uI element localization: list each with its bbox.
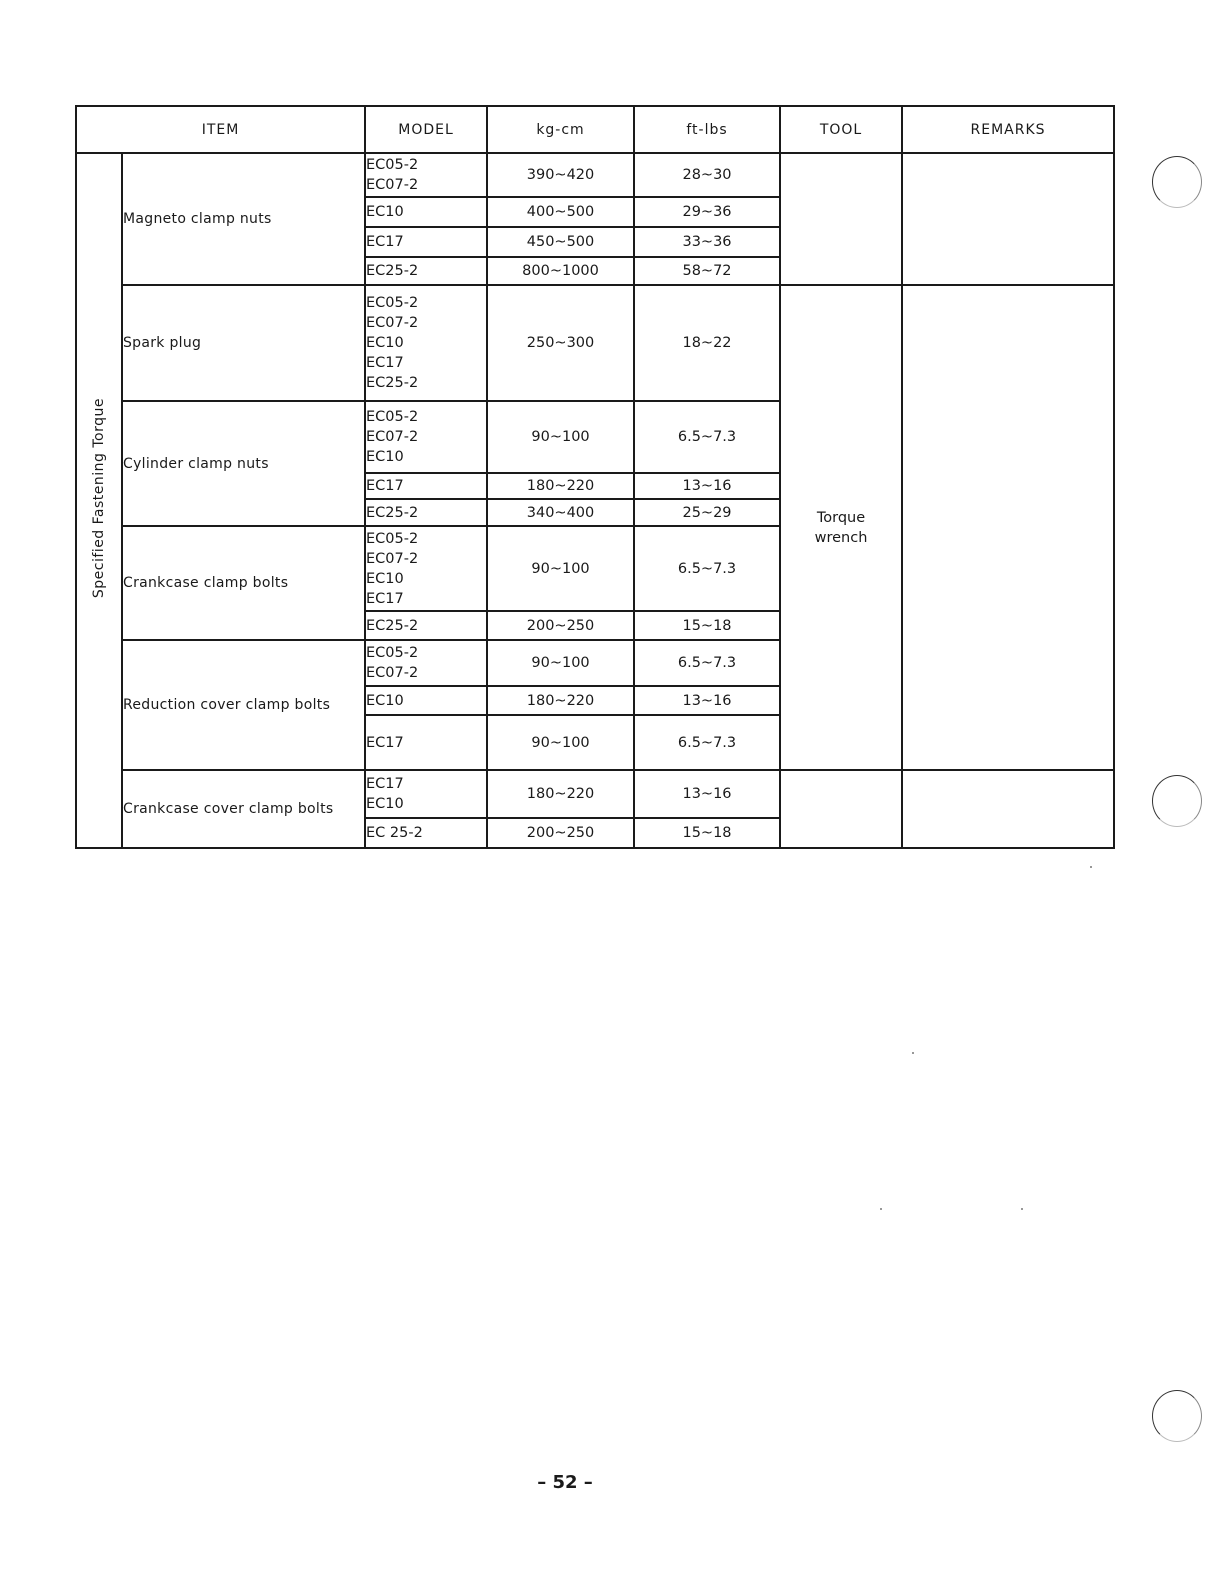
table-row xyxy=(76,153,1114,197)
ft-lbs-cell: 6.5~7.3 xyxy=(634,526,780,611)
model-cell: EC10 xyxy=(365,197,487,227)
model-cell: EC17 xyxy=(365,473,487,499)
ft-lbs-cell: 13~16 xyxy=(634,686,780,715)
kg-cm-cell: 180~220 xyxy=(487,686,634,715)
remarks-cell xyxy=(902,153,1114,285)
kg-cm-cell: 90~100 xyxy=(487,401,634,473)
ft-lbs-cell: 15~18 xyxy=(634,611,780,640)
page-number: – 52 – xyxy=(537,1472,593,1493)
tool-cell-empty xyxy=(780,153,902,285)
model-cell: EC17 xyxy=(365,227,487,257)
header-row xyxy=(76,106,1114,153)
tool-cell-empty xyxy=(780,770,902,848)
ft-lbs-cell: 18~22 xyxy=(634,285,780,401)
ft-lbs-cell: 6.5~7.3 xyxy=(634,715,780,770)
tool-cell: Torque wrench xyxy=(780,285,902,770)
header-kg-cm: kg-cm xyxy=(487,106,634,153)
item-cell: Magneto clamp nuts xyxy=(122,153,365,285)
table-row xyxy=(76,770,1114,818)
kg-cm-cell: 250~300 xyxy=(487,285,634,401)
side-label-cell xyxy=(76,153,122,848)
remarks-cell xyxy=(902,770,1114,848)
header-model: MODEL xyxy=(365,106,487,153)
model-cell: EC25-2 xyxy=(365,499,487,526)
header-item: ITEM xyxy=(76,106,365,153)
scan-speck xyxy=(880,1208,882,1210)
punch-hole-top xyxy=(1152,156,1202,208)
ft-lbs-cell: 13~16 xyxy=(634,473,780,499)
model-cell: EC10 xyxy=(365,686,487,715)
ft-lbs-cell: 13~16 xyxy=(634,770,780,818)
kg-cm-cell: 180~220 xyxy=(487,473,634,499)
model-cell: EC05-2 EC07-2 xyxy=(365,153,487,197)
kg-cm-cell: 90~100 xyxy=(487,526,634,611)
ft-lbs-cell: 6.5~7.3 xyxy=(634,640,780,686)
header-ft-lbs: ft-lbs xyxy=(634,106,780,153)
kg-cm-cell: 200~250 xyxy=(487,611,634,640)
kg-cm-cell: 180~220 xyxy=(487,770,634,818)
ft-lbs-cell: 25~29 xyxy=(634,499,780,526)
kg-cm-cell: 200~250 xyxy=(487,818,634,848)
ft-lbs-cell: 33~36 xyxy=(634,227,780,257)
model-cell: EC 25-2 xyxy=(365,818,487,848)
kg-cm-cell: 390~420 xyxy=(487,153,634,197)
kg-cm-cell: 340~400 xyxy=(487,499,634,526)
model-cell: EC05-2 EC07-2 EC10 xyxy=(365,401,487,473)
kg-cm-cell: 800~1000 xyxy=(487,257,634,285)
remarks-cell xyxy=(902,285,1114,770)
kg-cm-cell: 90~100 xyxy=(487,715,634,770)
model-cell: EC25-2 xyxy=(365,611,487,640)
ft-lbs-cell: 58~72 xyxy=(634,257,780,285)
kg-cm-cell: 450~500 xyxy=(487,227,634,257)
punch-hole-bottom xyxy=(1152,1390,1202,1442)
item-cell: Crankcase cover clamp bolts xyxy=(122,770,365,848)
ft-lbs-cell: 28~30 xyxy=(634,153,780,197)
ft-lbs-cell: 29~36 xyxy=(634,197,780,227)
kg-cm-cell: 400~500 xyxy=(487,197,634,227)
model-cell: EC05-2 EC07-2 EC10 EC17 xyxy=(365,526,487,611)
model-cell: EC17 EC10 xyxy=(365,770,487,818)
kg-cm-cell: 90~100 xyxy=(487,640,634,686)
scan-speck xyxy=(1021,1208,1023,1210)
punch-hole-middle xyxy=(1152,775,1202,827)
header-remarks: REMARKS xyxy=(902,106,1114,153)
ft-lbs-cell: 6.5~7.3 xyxy=(634,401,780,473)
item-cell: Reduction cover clamp bolts xyxy=(122,640,365,770)
model-cell: EC05-2 EC07-2 EC10 EC17 EC25-2 xyxy=(365,285,487,401)
scan-speck xyxy=(1090,866,1092,868)
model-cell: EC25-2 xyxy=(365,257,487,285)
model-cell: EC17 xyxy=(365,715,487,770)
item-cell: Cylinder clamp nuts xyxy=(122,401,365,526)
torque-spec-table xyxy=(75,105,1115,849)
side-label: Specified Fastening Torque xyxy=(91,398,107,599)
header-tool: TOOL xyxy=(780,106,902,153)
scan-speck xyxy=(912,1052,914,1054)
item-cell: Crankcase clamp bolts xyxy=(122,526,365,640)
table-row xyxy=(76,285,1114,401)
model-cell: EC05-2 EC07-2 xyxy=(365,640,487,686)
ft-lbs-cell: 15~18 xyxy=(634,818,780,848)
item-cell: Spark plug xyxy=(122,285,365,401)
